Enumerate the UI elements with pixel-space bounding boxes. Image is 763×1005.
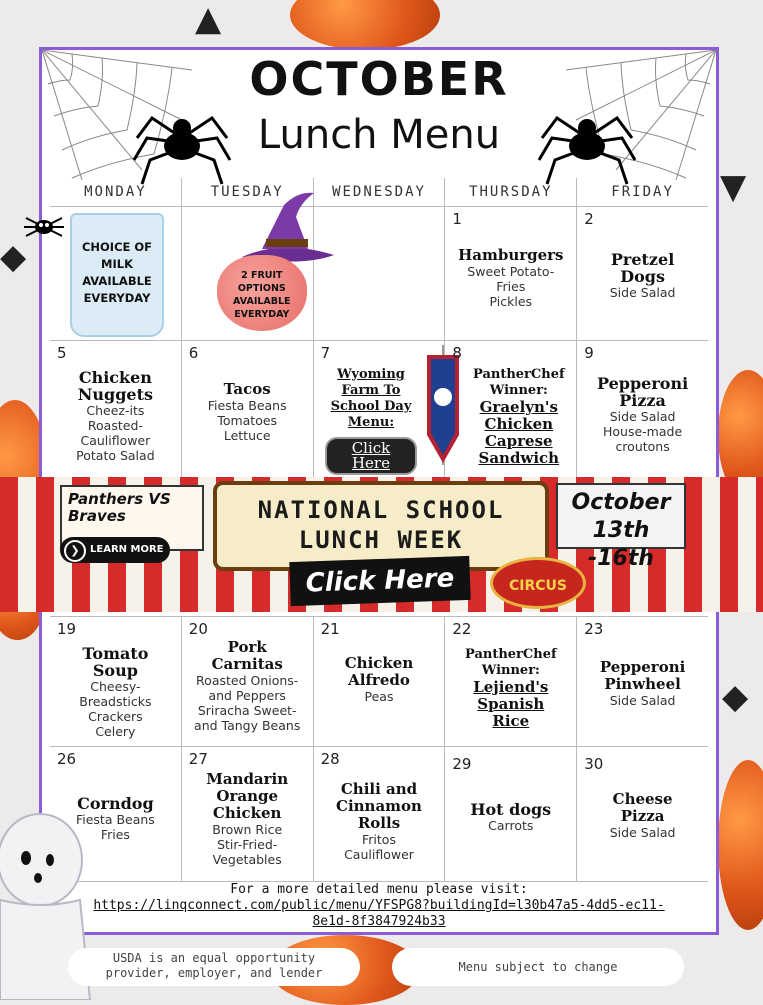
menu-main-item: Pepperoni Pizza <box>597 374 689 410</box>
week-row-2 <box>50 340 708 477</box>
menu-side: Lettuce <box>223 428 271 443</box>
menu-side: Pickles <box>489 294 533 309</box>
date-number: 23 <box>584 620 604 638</box>
menu-main-item: Chicken Nuggets <box>77 368 153 404</box>
cell-tue-w1 <box>182 207 314 341</box>
menu-main-item: Mandarin Orange Chicken <box>206 770 289 822</box>
chevron-right-icon: ❯ <box>64 540 86 562</box>
date-number: 1 <box>452 210 462 228</box>
menu-side: Cauliflower <box>344 847 414 862</box>
menu-main-item: Hamburgers <box>458 246 564 264</box>
pumpkin-decoration <box>290 0 440 50</box>
date-number: 26 <box>57 750 77 768</box>
menu-side: Celery <box>95 724 136 739</box>
menu-side: Sriracha Sweet- <box>197 703 297 718</box>
menu-side: Roasted Onions- <box>196 673 299 688</box>
date-number: 22 <box>452 620 472 638</box>
menu-main-item: Hot dogs <box>470 800 552 819</box>
menu-side: Fiesta Beans <box>207 398 287 413</box>
menu-side: Fries <box>496 279 526 294</box>
weekday-thursday: THURSDAY <box>445 178 577 206</box>
usda-text: USDA is an equal opportunity provider, employer, and lender <box>105 951 323 980</box>
date-number: 29 <box>452 755 472 773</box>
cell-mon-w1 <box>50 207 182 341</box>
menu-side: Cauliflower <box>80 433 151 448</box>
pumpkin-decoration <box>718 760 763 930</box>
cell-tue-w2 <box>182 341 314 477</box>
menu-side: Potato Salad <box>76 448 155 463</box>
menu-side: Fritos <box>362 832 396 847</box>
menu-main-item: Pork Carnitas <box>211 638 283 673</box>
date-number: 7 <box>320 344 331 362</box>
weekday-monday: MONDAY <box>50 178 182 206</box>
learn-more-button[interactable] <box>60 537 170 563</box>
cell-mon-w2 <box>50 341 182 477</box>
date-number: 5 <box>57 344 67 362</box>
banner-date-range: October 13th -16th <box>556 483 686 549</box>
cell-thu-w5 <box>445 747 577 881</box>
cell-fri-w1 <box>577 207 708 341</box>
weekday-header <box>50 178 708 206</box>
cell-fri-w4 <box>577 617 708 747</box>
milk-carton-graphic <box>70 213 164 337</box>
cell-tue-w5 <box>182 747 314 881</box>
farm-to-school-link[interactable]: Wyoming Farm To School Day Menu: <box>330 367 412 430</box>
cell-fri-w2 <box>577 341 708 477</box>
menu-main-item: Pretzel Dogs <box>610 250 675 286</box>
week-row-4 <box>50 616 708 747</box>
menu-side: Breadsticks <box>79 694 152 709</box>
panthers-braves-title: Panthers VS Braves <box>68 490 171 525</box>
menu-side: Side Salad <box>609 409 676 424</box>
cell-mon-w4 <box>50 617 182 747</box>
menu-side: Fiesta Beans <box>75 812 155 827</box>
lunch-week-banner[interactable] <box>0 477 763 612</box>
menu-main-item: Chili and Cinnamon Rolls <box>336 780 422 832</box>
menu-url-link[interactable]: https://linqconnect.com/public/menu/YFSPG8?buildingId=l30b47a5-4dd5-ec11-8e1d-8f3847924b33 <box>93 898 665 929</box>
date-number: 21 <box>320 620 340 638</box>
menu-subject-text: Menu subject to change <box>458 960 618 974</box>
pantherchef-winner-link[interactable]: Lejiend's Spanish Rice <box>473 678 549 730</box>
menu-subject-notice <box>392 948 684 986</box>
click-here-button[interactable]: Click Here <box>325 437 417 475</box>
date-number: 2 <box>584 210 594 228</box>
menu-side: House-made <box>603 424 683 439</box>
title-lunch-menu: Lunch Menu <box>257 112 501 158</box>
header <box>42 50 716 182</box>
weekday-wednesday: WEDNESDAY <box>314 178 446 206</box>
menu-side: Side Salad <box>609 693 676 708</box>
date-number: 27 <box>188 750 208 768</box>
usda-notice <box>68 948 360 986</box>
menu-side: Vegetables <box>212 852 282 867</box>
wyoming-flag-icon <box>423 345 463 465</box>
menu-side: Side Salad <box>609 285 676 300</box>
menu-side: Sweet Potato- <box>467 264 555 279</box>
date-number: 8 <box>452 344 462 362</box>
cell-wed-w5 <box>314 747 446 881</box>
menu-side: Peas <box>364 689 394 704</box>
bat-icon: ▲ <box>195 0 222 39</box>
menu-side: Fries <box>100 827 130 842</box>
menu-main-item: Chicken Alfredo <box>344 654 414 689</box>
cell-tue-w4 <box>182 617 314 747</box>
menu-side: Carrots <box>488 818 534 833</box>
date-number: 28 <box>320 750 340 768</box>
footer <box>42 882 716 930</box>
menu-side: Stir-Fried- <box>217 837 278 852</box>
menu-side: Brown Rice <box>212 822 283 837</box>
pantherchef-winner-link[interactable]: Graelyn's Chicken Caprese Sandwich <box>478 398 560 467</box>
weekday-friday: FRIDAY <box>611 184 674 200</box>
national-school-lunch-week-sign <box>213 481 549 571</box>
cell-thu-w4 <box>445 617 577 747</box>
week-row-1 <box>50 206 708 341</box>
menu-side: and Tangy Beans <box>194 718 301 733</box>
week-row-5 <box>50 746 708 882</box>
menu-side: Roasted- <box>87 418 143 433</box>
cell-thu-w1 <box>445 207 577 341</box>
bat-icon: ◆ <box>722 677 749 717</box>
menu-main-item: Corndog <box>77 794 154 813</box>
date-number: 9 <box>584 344 594 362</box>
cell-thu-w2 <box>445 341 577 477</box>
weekday-tuesday: TUESDAY <box>182 178 314 206</box>
footer-visit-text: For a more detailed menu please visit: <box>230 882 528 897</box>
milk-note: CHOICE OF MILK AVAILABLE EVERYDAY <box>81 240 153 305</box>
cell-wed-w1 <box>314 207 446 341</box>
small-spider-icon <box>24 212 64 242</box>
menu-side: Crackers <box>88 709 143 724</box>
apple-graphic <box>217 255 307 331</box>
fruit-note: 2 FRUIT OPTIONS AVAILABLE EVERYDAY <box>233 270 291 320</box>
pantherchef-label: PantherChef Winner: <box>465 647 557 678</box>
menu-side: Tomatoes <box>217 413 278 428</box>
menu-main-item: Tacos <box>223 380 271 398</box>
menu-side: and Peppers <box>208 688 286 703</box>
bat-icon: ▼ <box>720 167 747 207</box>
cell-wed-w4 <box>314 617 446 747</box>
menu-side: Side Salad <box>609 825 676 840</box>
banner-click-here-button[interactable]: Click Here <box>289 556 470 606</box>
banner-title: NATIONAL SCHOOL LUNCH WEEK <box>257 496 505 554</box>
bat-icon: ◆ <box>0 237 27 277</box>
date-number: 20 <box>188 620 208 638</box>
menu-main-item: Cheese Pizza <box>612 790 673 825</box>
circus-badge: CIRCUS <box>490 557 586 609</box>
date-number: 19 <box>57 620 77 638</box>
title-month: OCTOBER <box>249 52 509 106</box>
menu-main-item: Pepperoni Pinwheel <box>599 658 686 693</box>
learn-more-label: LEARN MORE <box>90 544 164 555</box>
date-number: 30 <box>584 755 604 773</box>
menu-side: Cheez-its <box>86 403 145 418</box>
menu-side: Cheesy- <box>90 679 141 694</box>
pantherchef-label: PantherChef Winner: <box>473 367 565 398</box>
menu-main-item: Tomato Soup <box>82 644 149 680</box>
date-number: 6 <box>188 344 199 362</box>
cell-fri-w5 <box>577 747 708 881</box>
menu-side: croutons <box>615 439 670 454</box>
